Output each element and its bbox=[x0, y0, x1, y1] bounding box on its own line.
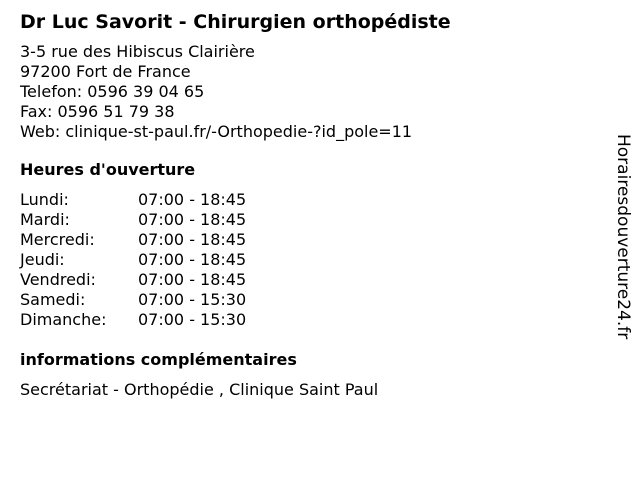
hours-time: 07:00 - 15:30 bbox=[138, 290, 247, 309]
page-title: Dr Luc Savorit - Chirurgien orthopédiste bbox=[20, 11, 451, 33]
hours-time: 07:00 - 18:45 bbox=[138, 230, 247, 249]
address-block bbox=[20, 42, 600, 142]
hours-row-jeudi bbox=[20, 250, 600, 270]
opening-hours-table bbox=[20, 190, 600, 330]
hours-heading: Heures d'ouverture bbox=[20, 160, 196, 179]
hours-day: Lundi: bbox=[20, 190, 69, 209]
hours-day: Samedi: bbox=[20, 290, 86, 309]
hours-day: Dimanche: bbox=[20, 310, 107, 329]
hours-time: 07:00 - 18:45 bbox=[138, 210, 247, 229]
hours-row-mercredi bbox=[20, 230, 600, 250]
hours-day: Mardi: bbox=[20, 210, 70, 229]
hours-day: Jeudi: bbox=[20, 250, 65, 269]
phone-number: Telefon: 0596 39 04 65 bbox=[20, 82, 205, 101]
street-address: 3-5 rue des Hibiscus Clairière bbox=[20, 42, 255, 61]
hours-row-dimanche bbox=[20, 310, 600, 330]
fax-number: Fax: 0596 51 79 38 bbox=[20, 102, 175, 121]
business-card bbox=[20, 10, 600, 400]
info-heading: informations complémentaires bbox=[20, 350, 297, 369]
website-link[interactable]: Web: clinique-st-paul.fr/-Orthopedie-?id_pole=11 bbox=[20, 122, 413, 141]
hours-time: 07:00 - 18:45 bbox=[138, 250, 247, 269]
hours-time: 07:00 - 15:30 bbox=[138, 310, 247, 329]
info-text: Secrétariat - Orthopédie , Clinique Saint Paul bbox=[20, 380, 379, 399]
hours-time: 07:00 - 18:45 bbox=[138, 190, 247, 209]
hours-row-samedi bbox=[20, 290, 600, 310]
hours-row-vendredi bbox=[20, 270, 600, 290]
site-watermark: Horairesdouverture24.fr bbox=[613, 134, 633, 340]
hours-row-mardi bbox=[20, 210, 600, 230]
hours-day: Vendredi: bbox=[20, 270, 96, 289]
city-address: 97200 Fort de France bbox=[20, 62, 191, 81]
hours-day: Mercredi: bbox=[20, 230, 95, 249]
hours-row-lundi bbox=[20, 190, 600, 210]
hours-time: 07:00 - 18:45 bbox=[138, 270, 247, 289]
